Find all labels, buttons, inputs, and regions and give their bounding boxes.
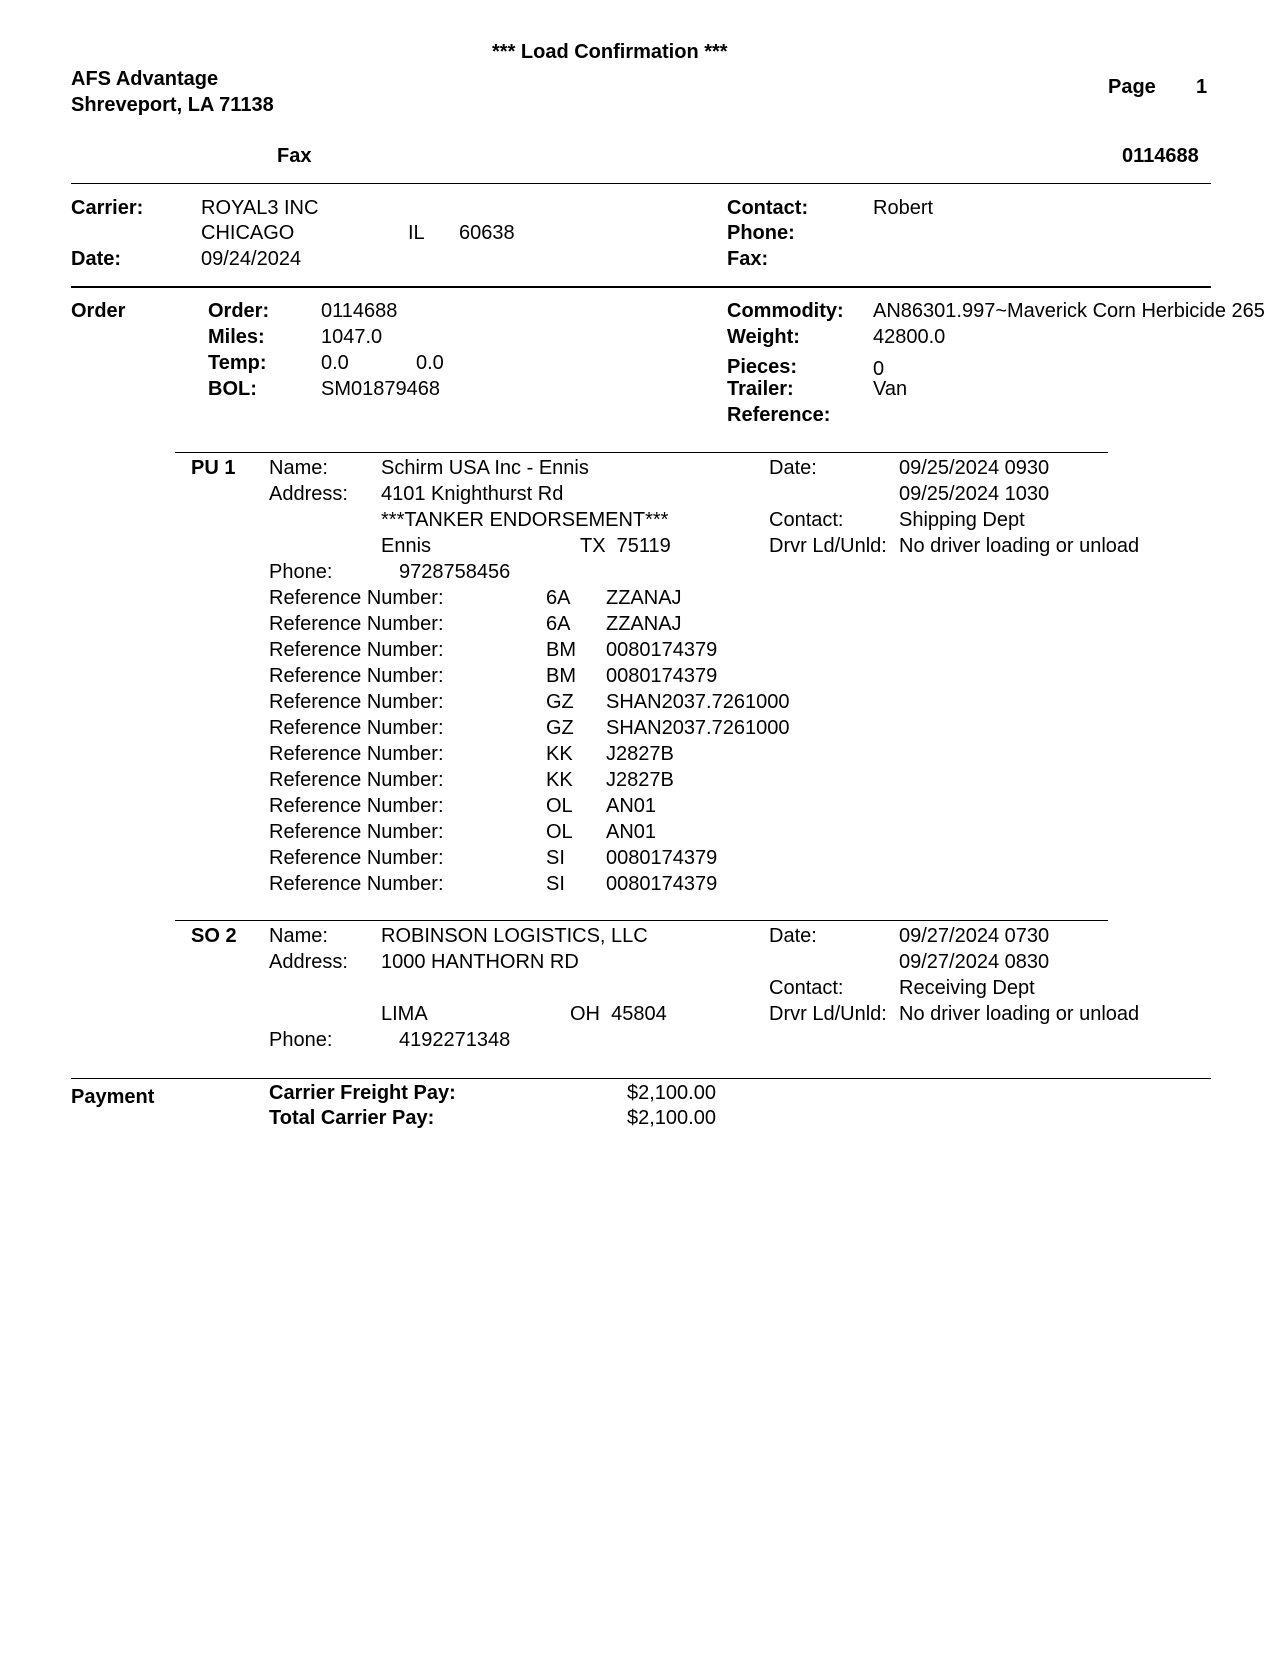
pickup-city: Ennis: [381, 535, 432, 557]
dropoff-date-label: Date:: [769, 925, 817, 947]
pickup-drvr-label: Drvr Ld/Unld:: [769, 535, 887, 557]
divider: [71, 1078, 1211, 1079]
reference-code: 6A: [546, 613, 571, 635]
payment-section-label: Payment: [71, 1086, 155, 1108]
pickup-phone-label: Phone:: [269, 561, 333, 583]
dropoff-name-label: Name:: [269, 925, 328, 947]
trailer-label: Trailer:: [727, 378, 794, 400]
phone-label: Phone:: [727, 222, 795, 244]
reference-code: BM: [546, 665, 576, 687]
reference-value: SHAN2037.7261000: [606, 691, 790, 713]
temp-label: Temp:: [208, 352, 267, 374]
reference-number-label: Reference Number:: [269, 769, 444, 791]
freight-pay-value: $2,100.00: [627, 1082, 716, 1104]
dropoff-contact-label: Contact:: [769, 977, 844, 999]
weight-value: 42800.0: [873, 326, 946, 348]
carrier-fax-label: Fax:: [727, 248, 769, 270]
reference-value: 0080174379: [606, 847, 718, 869]
reference-code: KK: [546, 743, 573, 765]
carrier-contact: Robert: [873, 197, 934, 219]
reference-number-label: Reference Number:: [269, 743, 444, 765]
reference-code: GZ: [546, 691, 574, 713]
contact-label: Contact:: [727, 197, 809, 219]
reference-number-label: Reference Number:: [269, 847, 444, 869]
reference-value: AN01: [606, 821, 657, 843]
miles-label: Miles:: [208, 326, 265, 348]
pickup-address1: 4101 Knighthurst Rd: [381, 483, 564, 505]
carrier-city: CHICAGO: [201, 222, 295, 244]
dropoff-name: ROBINSON LOGISTICS, LLC: [381, 925, 648, 947]
dropoff-date1: 09/27/2024 0730: [899, 925, 1050, 947]
dropoff-state-zip: OH 45804: [570, 1003, 667, 1025]
pickup-date-label: Date:: [769, 457, 817, 479]
commodity-value: AN86301.997~Maverick Corn Herbicide 265: [873, 300, 1265, 322]
reference-value: ZZANAJ: [606, 587, 682, 609]
dropoff-drvr: No driver loading or unload: [899, 1003, 1140, 1025]
freight-pay-label: Carrier Freight Pay:: [269, 1082, 456, 1104]
order-label: Order:: [208, 300, 270, 322]
dropoff-address-label: Address:: [269, 951, 348, 973]
reference-number-label: Reference Number:: [269, 587, 444, 609]
divider: [175, 920, 1108, 921]
pickup-date2: 09/25/2024 1030: [899, 483, 1050, 505]
carrier-state: IL: [408, 222, 425, 244]
pickup-name: Schirm USA Inc - Ennis: [381, 457, 589, 479]
reference-value: ZZANAJ: [606, 613, 682, 635]
reference-value: AN01: [606, 795, 657, 817]
temp-max: 0.0: [416, 352, 444, 374]
reference-code: OL: [546, 821, 573, 843]
dropoff-stop-label: SO 2: [191, 925, 237, 947]
reference-code: SI: [546, 847, 565, 869]
order-section-label: Order: [71, 300, 126, 322]
dropoff-address1: 1000 HANTHORN RD: [381, 951, 579, 973]
reference-value: J2827B: [606, 743, 674, 765]
dropoff-drvr-label: Drvr Ld/Unld:: [769, 1003, 887, 1025]
order-miles: 1047.0: [321, 326, 383, 348]
pickup-phone: 9728758456: [399, 561, 511, 583]
divider: [175, 452, 1108, 453]
carrier-date: 09/24/2024: [201, 248, 302, 270]
dropoff-date2: 09/27/2024 0830: [899, 951, 1050, 973]
bol-number: SM01879468: [321, 378, 440, 400]
pieces-value: 0: [873, 358, 885, 380]
reference-number-label: Reference Number:: [269, 873, 444, 895]
divider: [71, 286, 1211, 288]
reference-code: GZ: [546, 717, 574, 739]
reference-label: Reference:: [727, 404, 831, 426]
reference-code: BM: [546, 639, 576, 661]
order-number: 0114688: [321, 300, 398, 322]
reference-code: KK: [546, 769, 573, 791]
pickup-name-label: Name:: [269, 457, 328, 479]
pickup-date1: 09/25/2024 0930: [899, 457, 1050, 479]
page-label: Page: [1108, 76, 1156, 98]
carrier-zip: 60638: [459, 222, 515, 244]
pieces-label: Pieces:: [727, 356, 798, 378]
reference-code: OL: [546, 795, 573, 817]
weight-label: Weight:: [727, 326, 800, 348]
reference-value: SHAN2037.7261000: [606, 717, 790, 739]
document-title: *** Load Confirmation ***: [492, 41, 728, 63]
page-number: 1: [1196, 76, 1208, 98]
reference-value: 0080174379: [606, 873, 718, 895]
reference-number-label: Reference Number:: [269, 665, 444, 687]
total-pay-value: $2,100.00: [627, 1107, 716, 1129]
reference-value: 0080174379: [606, 639, 718, 661]
pickup-drvr: No driver loading or unload: [899, 535, 1140, 557]
reference-number-label: Reference Number:: [269, 613, 444, 635]
reference-value: J2827B: [606, 769, 674, 791]
reference-number-label: Reference Number:: [269, 795, 444, 817]
pickup-stop-label: PU 1: [191, 457, 236, 479]
dropoff-phone: 4192271348: [399, 1029, 511, 1051]
pickup-state-zip: TX 75119: [580, 535, 671, 557]
reference-number-label: Reference Number:: [269, 691, 444, 713]
trailer-value: Van: [873, 378, 908, 400]
dropoff-contact: Receiving Dept: [899, 977, 1035, 999]
pickup-address2: ***TANKER ENDORSEMENT***: [381, 509, 669, 531]
reference-value: 0080174379: [606, 665, 718, 687]
reference-number-label: Reference Number:: [269, 717, 444, 739]
temp-min: 0.0: [321, 352, 349, 374]
divider: [71, 183, 1211, 184]
commodity-label: Commodity:: [727, 300, 844, 322]
dropoff-phone-label: Phone:: [269, 1029, 333, 1051]
bol-label: BOL:: [208, 378, 257, 400]
carrier-name: ROYAL3 INC: [201, 197, 319, 219]
dropoff-city: LIMA: [381, 1003, 428, 1025]
reference-code: 6A: [546, 587, 571, 609]
pickup-contact: Shipping Dept: [899, 509, 1025, 531]
date-label: Date:: [71, 248, 122, 270]
pickup-address-label: Address:: [269, 483, 348, 505]
total-pay-label: Total Carrier Pay:: [269, 1107, 435, 1129]
reference-code: SI: [546, 873, 565, 895]
order-reference: 0114688: [1122, 145, 1199, 167]
reference-number-label: Reference Number:: [269, 639, 444, 661]
company-name: AFS Advantage: [71, 68, 219, 90]
pickup-contact-label: Contact:: [769, 509, 844, 531]
fax-label: Fax: [277, 145, 312, 167]
reference-number-label: Reference Number:: [269, 821, 444, 843]
company-city: Shreveport, LA 71138: [71, 94, 274, 116]
carrier-label: Carrier:: [71, 197, 144, 219]
